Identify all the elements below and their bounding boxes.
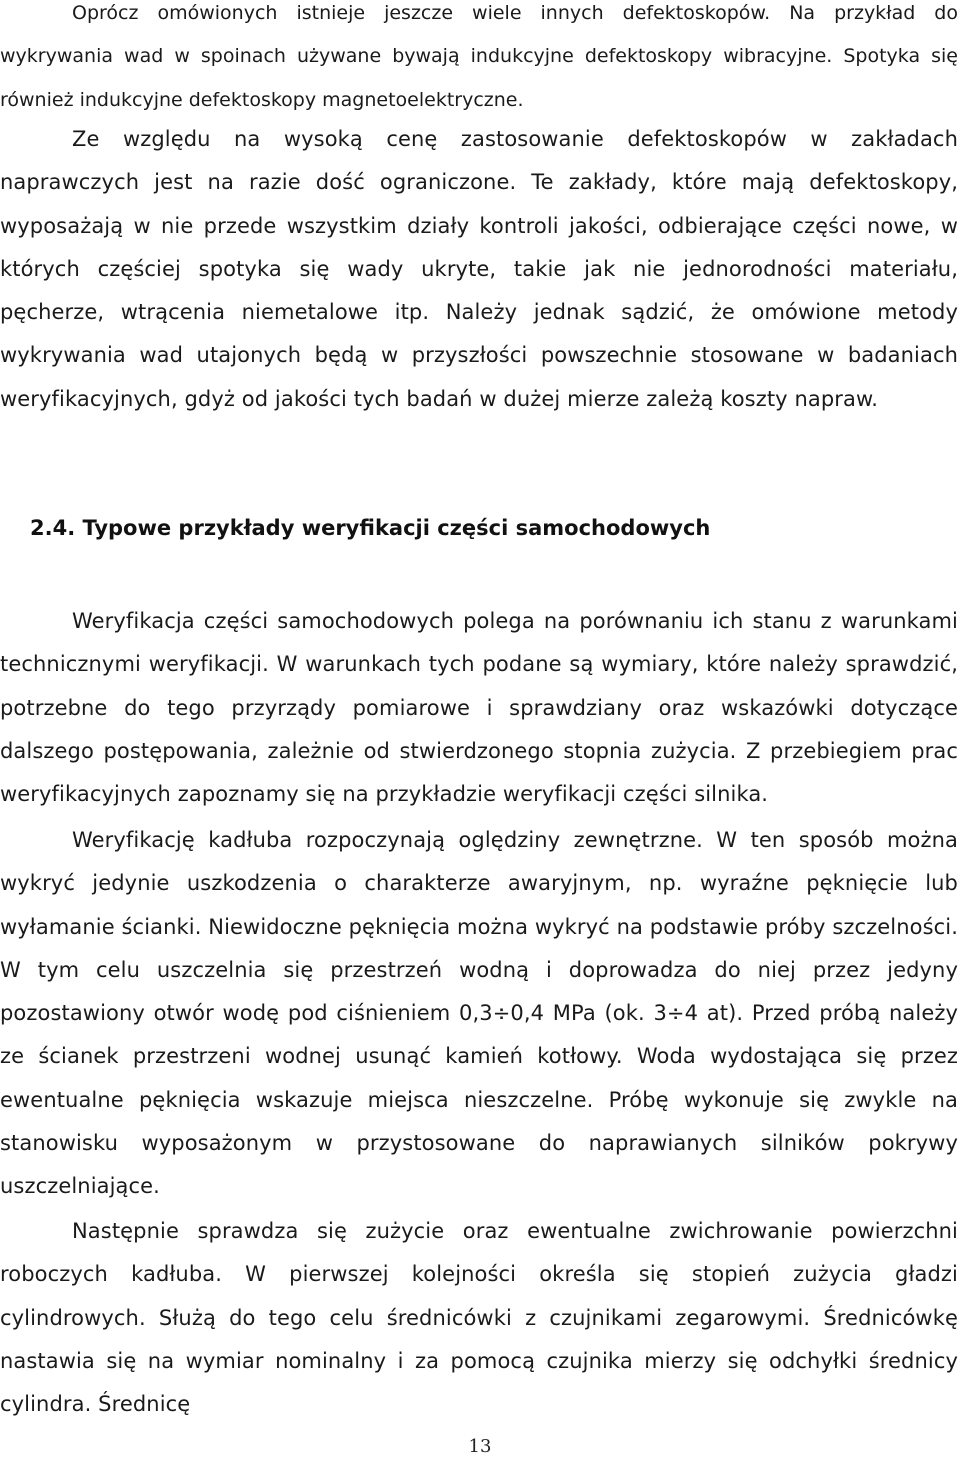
section-heading: 2.4. Typowe przykłady weryfikacji części samochodowych — [30, 516, 711, 540]
page-number: 13 — [468, 1436, 492, 1457]
paragraph-defectoscope-cost: Ze względu na wysoką cenę zastosowanie defektoskopów w zakładach naprawczych jest na razie dość ograniczone. Te zakłady, które mają defektoskopy, wyposażają w nie przede wszystkim działy kontroli jakości, odbierające części nowe, w których częściej spotyka się wady ukryte, takie jak nie jednorodności materiału, pęcherze, wtrącenia niemetalowe itp. Należy jednak sądzić, że omówione metody wykrywania wad utajonych będą w przyszłości powszechnie stosowane w badaniach weryfikacyjnych, gdyż od jakości tych badań w dużej mierze zależą koszty napraw. — [0, 127, 958, 411]
paragraph-block-inspection: Weryfikację kadłuba rozpoczynają oględziny zewnętrzne. W ten sposób można wykryć jedynie uszkodzenia o charakterze awaryjnym, np. wyraźne pęknięcie lub wyłamanie ścianki. Niewidoczne pęknięcia można wykryć na podstawie próby szczelności. W tym celu uszczelnia się przestrzeń wodną i doprowadza do niej przez jedyny pozostawiony otwór wodę pod ciśnieniem 0,3÷0,4 MPa (ok. 3÷4 at). Przed próbą należy ze ścianek przestrzeni wodnej usunąć kamień kotłowy. Woda wydostająca się przez ewentualne pęknięcia wskazuje miejsca nieszczelne. Próbę wykonuje się zwykle na stanowisku wyposażonym w przystosowane do naprawianych silników pokrywy uszczelniające. — [0, 828, 958, 1199]
paragraph-wear-check: Następnie sprawdza się zużycie oraz ewentualne zwichrowanie powierzchni roboczych kadłuba. W pierwszej kolejności określa się stopień zużycia gładzi cylindrowych. Służą do tego celu średnicówki z czujnikami zegarowymi. Średnicówkę nastawia się na wymiar nominalny i za pomocą czujnika mierzy się odchyłki średnicy cylindra. Średnicę — [0, 1219, 958, 1417]
paragraph-other-defectoscopes: Oprócz omówionych istnieje jeszcze wiele innych defektoskopów. Na przykład do wykrywania wad w spoinach używane bywają indukcyjne defektoskopy wibracyjne. Spotyka się również indukcyjne defektoskopy magnetoelektryczne. — [0, 2, 958, 111]
paragraph-verification-intro: Weryfikacja części samochodowych polega na porównaniu ich stanu z warunkami technicznymi weryfikacji. W warunkach tych podane są wymiary, które należy sprawdzić, potrzebne do tego przyrządy pomiarowe i sprawdziany oraz wskazówki dotyczące dalszego postępowania, zależnie od stwierdzonego stopnia zużycia. Z przebiegiem prac weryfikacyjnych zapoznamy się na przykładzie weryfikacji części silnika. — [0, 609, 958, 807]
